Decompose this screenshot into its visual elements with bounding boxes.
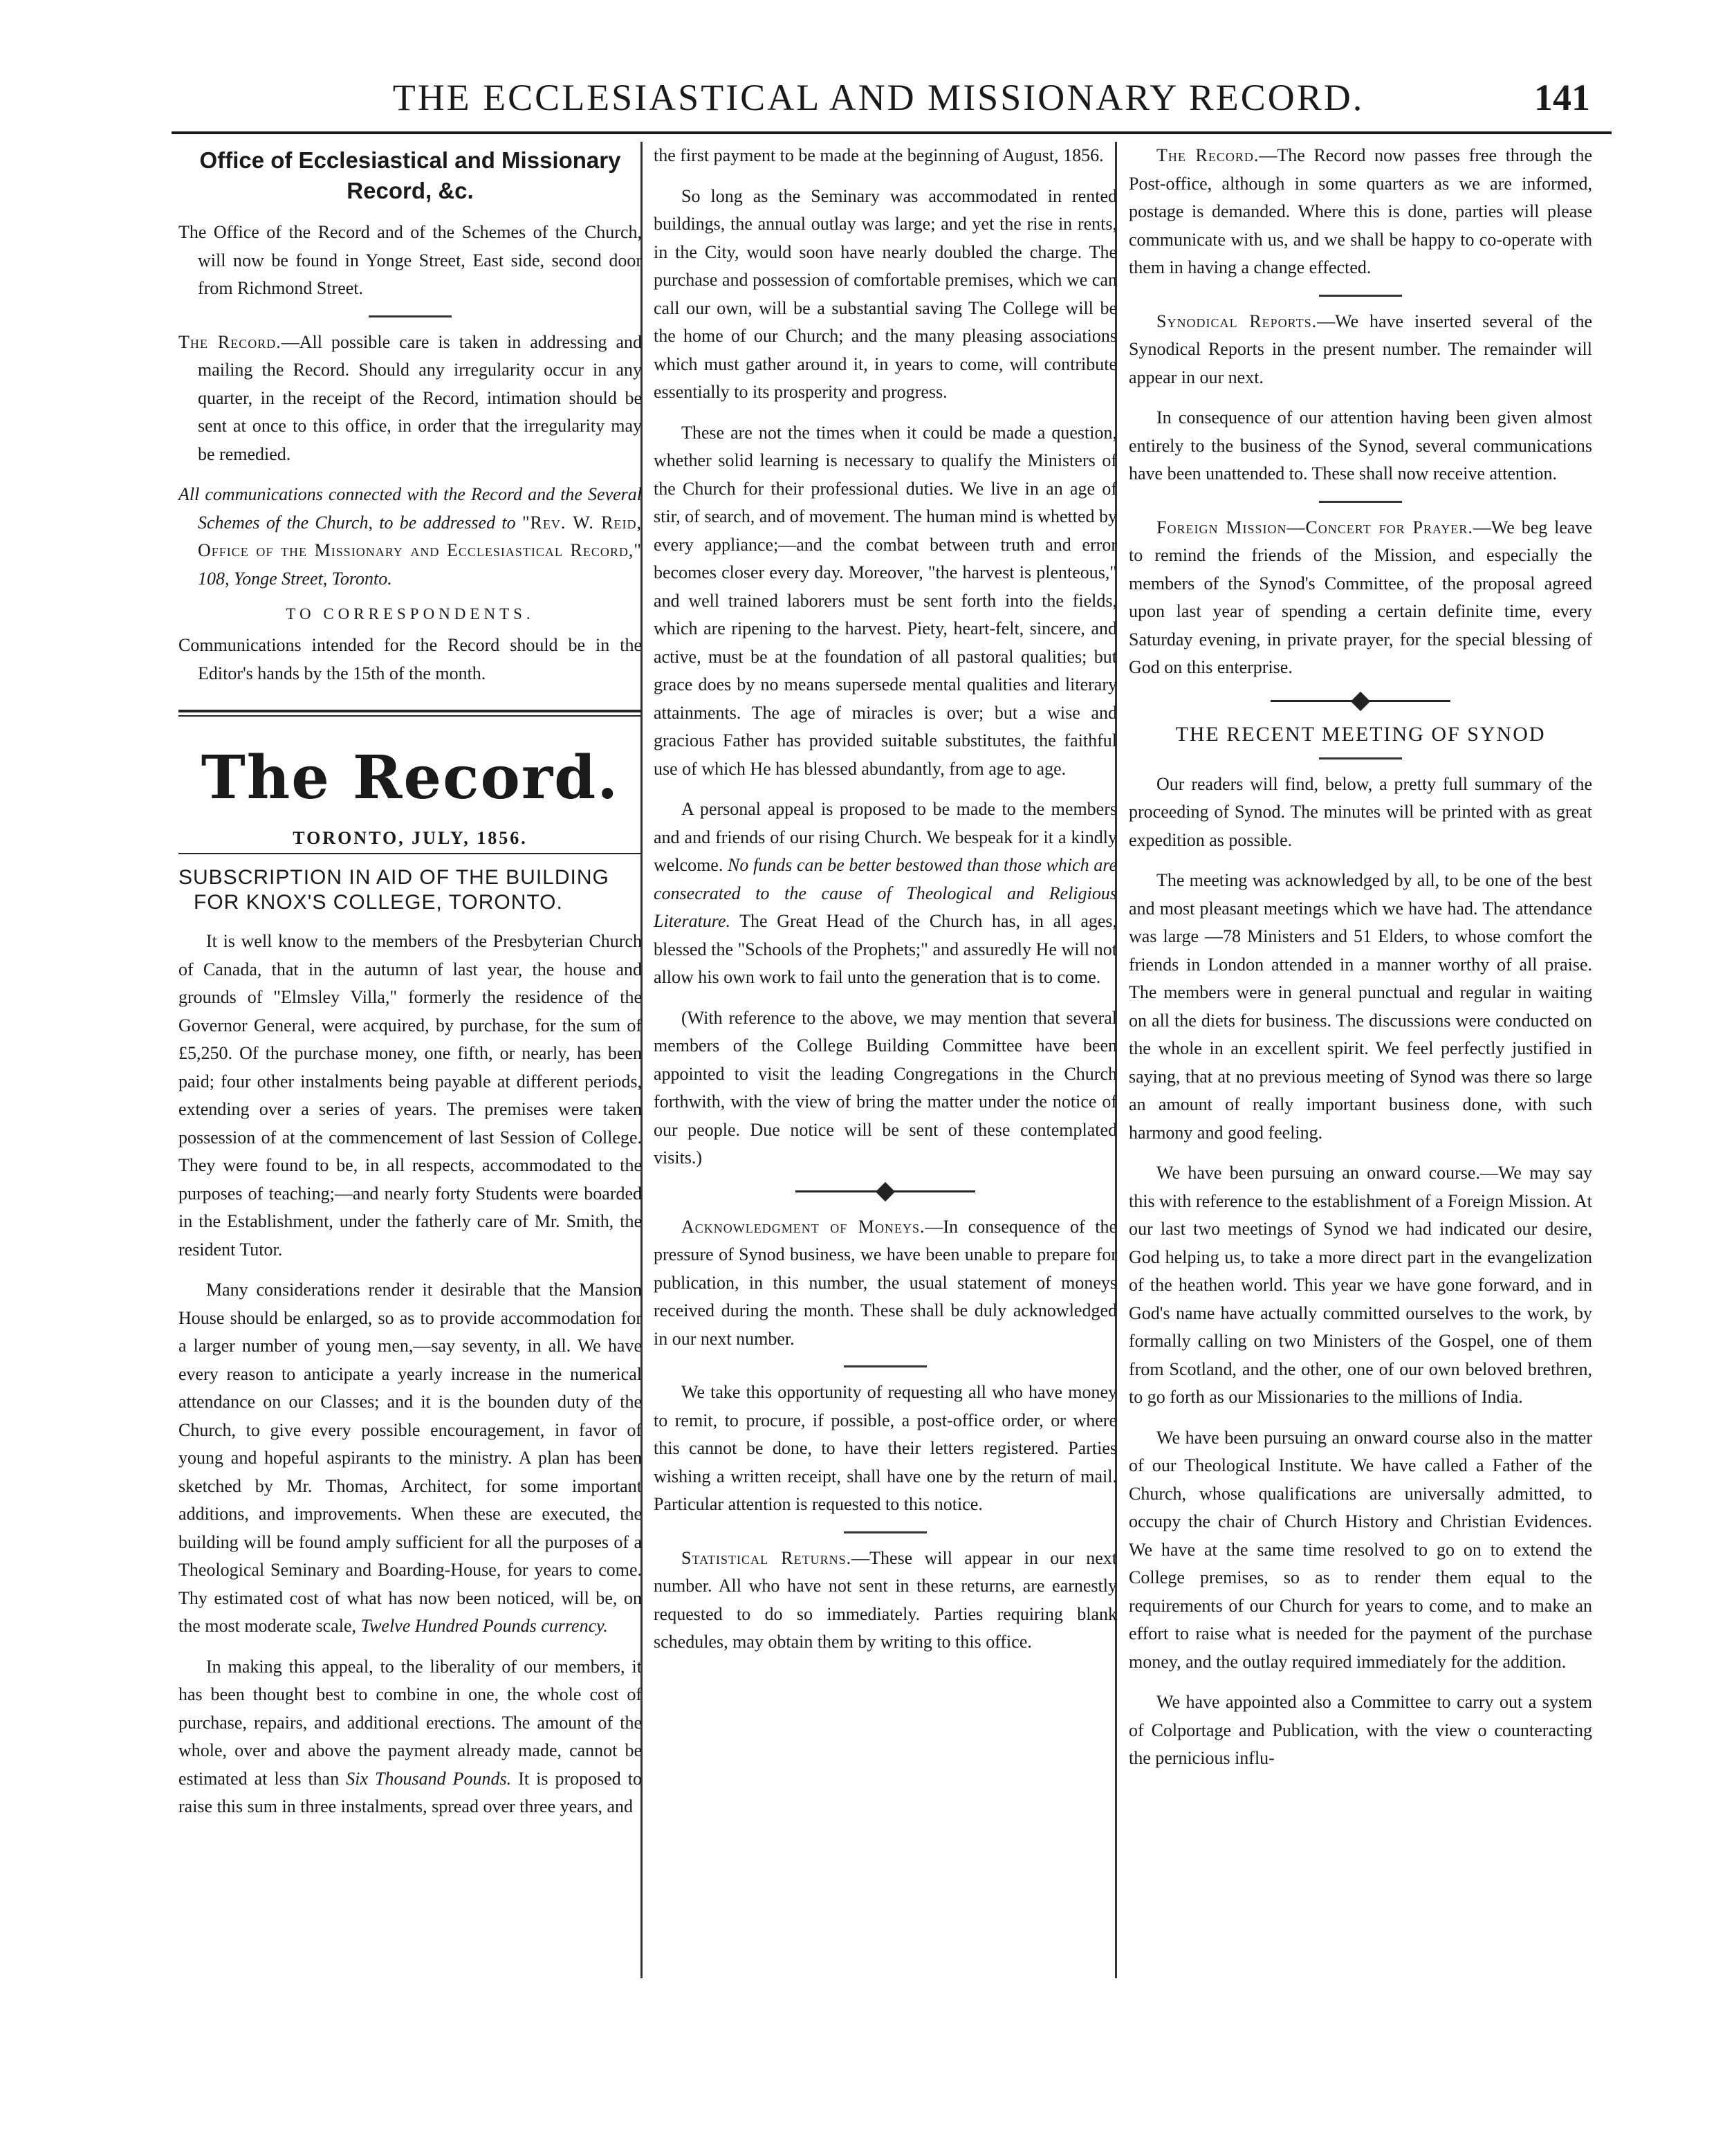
running-title: THE ECCLESIASTICAL AND MISSIONARY RECORD. <box>392 77 1365 118</box>
dateline: TORONTO, JULY, 1856. <box>293 828 528 848</box>
paragraph-text-end: It is proposed to raise this sum in three instalments, spread over three years, and <box>178 1768 643 1816</box>
article-paragraph: We have appointed also a Committee to carry out a system of Colportage and Publication, with the view o counteracting the pernicious influ- <box>1129 1692 1592 1768</box>
article-paragraph <box>654 795 1117 992</box>
record-care-label: The Record. <box>178 331 282 352</box>
divider <box>844 1531 927 1533</box>
record-postage-text: —The Record now passes free through the Post-office, although in some quarters as we are informed, postage is demanded. Where this is done, parties will please communicate with us, and we shall be happy to co-operate with them in having a change effected. <box>1129 145 1592 277</box>
article-paragraph: It is well know to the members of the Presbyterian Church of Canada, that in the autumn of last year, the house and grounds of "Elmsley Villa," formerly the residence of the Governor General, were acquired, by purchase, for the sum of £5,250. Of the purchase money, one fifth, or nearly, has been paid; four other instalments being payable at different periods, extending over a series of years. The premises were taken possession of at the commencement of last Session of College. They were found to be, in all respects, accommodated to the purposes of teaching;—and nearly forty Students were boarded in the Establishment, under the fatherly care of Mr. Smith, the resident Tutor. <box>178 931 642 1260</box>
masthead-title: The Record. <box>201 743 620 813</box>
paragraph-text-end: The Great Head of the Church has, in all ages, blessed the "Schools of the Prophets;" and assuredly He will not allow his own work to fail unto the generation that is to come. <box>654 911 1118 987</box>
foreign-mission-text: —We beg leave to remind the friends of the Mission, and especially the members of the Synod's Committee, of the proposal agreed upon last year of spending a certain definite time, every Saturday evening, in private prayer, for the special blessing of God on this enterprise. <box>1129 517 1593 677</box>
foreign-mission-notice <box>1129 514 1592 682</box>
paragraph-italic: Six Thousand Pounds. <box>346 1768 512 1789</box>
acknowledgment-notice <box>654 1213 1117 1354</box>
foreign-mission-label: Foreign Mission—Concert for Prayer. <box>1156 517 1473 537</box>
article-paragraph: The meeting was acknowledged by all, to be one of the best and most pleasant meetings which we have had. The attendance was large —78 Ministers and 51 Elders, to whose comfort the friends in London attended in a manner worthy of all praise. The members were in general punctual and regular in waiting on all the diets for business. The discussions were conducted on the whole in an excellent spirit. We feel perfectly justified in saying, that at no previous meeting of Synod was there so large an amount of really important business done, with such harmony and good feeling. <box>1129 870 1592 1143</box>
paragraph-text: A personal appeal is proposed to be made to the members and and friends of our rising Church. We bespeak for it a kindly welcome. <box>654 799 1117 875</box>
office-notice-text: The Office of the Record and of the Schemes of the Church, will now be found in Yonge Street, East side, second door from Richmond Street. <box>178 222 642 298</box>
paragraph-text: Many considerations render it desirable that the Mansion House should be enlarged, so as to provide accommodation for a larger number of young men,—say seventy, in all. We have every reason to anticipate a yearly increase in the numerical attendance on our Classes; and it is the bounden duty of the Church, to give every possible encouragement, in favor of young and hopeful aspirants to the ministry. A plan has been sketched by Mr. Thomas, Architect, for some important additions, and improvements. When these are executed, the building will be found amply sufficient for all the purposes of a Theological Seminary and Boarding-House, for years to come. Thy estimated cost of what has now been noticed, will be, on the most moderate scale, <box>178 1280 642 1636</box>
article-paragraph <box>178 1276 642 1641</box>
to-correspondents-heading: TO CORRESPONDENTS. <box>286 605 535 623</box>
page-number: 141 <box>1534 77 1590 118</box>
article-paragraph: the first payment to be made at the beginning of August, 1856. <box>654 145 1104 165</box>
ornament-divider <box>795 1190 975 1192</box>
record-care-notice <box>178 329 642 469</box>
divider <box>1319 501 1402 503</box>
diamond-ornament-icon <box>876 1181 895 1201</box>
article-paragraph: We have been pursuing an onward course also in the matter of our Theological Institute. We have called a Father of the Church, whose qualifications are universally admitted, to occupy the chair of Church History and Christian Evidences. We have at the same time resolved to go on to extend the College premises, so as to render them equal to the requirements of our Church for years to come, and to make an effort to raise what is needed for the payment of the purchase money, and the outlay required immediately for the addition. <box>1129 1427 1592 1672</box>
acknowledgment-label: Acknowledgment of Moneys. <box>681 1216 925 1237</box>
dateline-rule <box>178 853 642 854</box>
divider <box>1319 757 1402 759</box>
paragraph-italic: Twelve Hundred Pounds currency. <box>360 1616 608 1636</box>
communications-street: 108, Yonge Street, Toronto. <box>198 568 392 589</box>
synodical-reports-text: —We have inserted several of the Synodical Reports in the present number. The remainder will appear in our next. <box>1129 311 1592 387</box>
synodical-reports-label: Synodical Reports. <box>1156 311 1318 331</box>
article-paragraph: (With reference to the above, we may mention that several members of the College Building Committee have been appointed to visit the leading Congregations in the Church forthwith, with the view of bring the matter under the notice of our people. Due notice will be sent of these contemplated visits.) <box>654 1007 1117 1168</box>
remittance-notice: We take this opportunity of requesting all who have money to remit, to procure, if possible, a post-office order, or where this cannot be done, to have their letters registered. Parties wishing a written receipt, shall have one by the return of mail. Particular attention is requested to this notice. <box>654 1382 1117 1514</box>
synod-meeting-heading: THE RECENT MEETING OF SYNOD <box>1175 722 1546 746</box>
statistical-returns-text: —These will appear in our next number. All who have not sent in these returns, are earnestly requested to do so immediately. Parties requiring blank schedules, may obtain them by writing to this office. <box>654 1547 1117 1652</box>
communications-address: "Rev. W. Reid, Office of the Missionary and Ecclesiastical Record," <box>198 512 643 560</box>
communications-italic: All communications connected with the Record and the Several Schemes of the Church, to be addressed to <box>178 484 642 533</box>
masthead-rule <box>178 710 642 717</box>
column-2 <box>654 142 1117 1669</box>
divider <box>1319 295 1402 297</box>
record-postage-label: The Record. <box>1156 145 1260 165</box>
header-rule <box>172 131 1612 134</box>
article-paragraph: These are not the times when it could be made a question, whether solid learning is necessary to qualify the Ministers of the Church for their professional duties. We live in an age of stir, of search, and of movement. The human mind is whetted by every appliance;—and the combat between truth and error becomes closer every day. Moreover, "the harvest is plenteous," and well trained laborers must be sent forth into the fields, which are ripening to the harvest. Piety, heart-felt, sincere, and active, must be at the foundation of all pastoral qualities; but grace does by no means supersede mental qualities and literary attainments. The age of miracles is over; but a wise and gracious Father has provided suitable substitutes, the faithful use of which He has blessed abundantly, from age to age. <box>654 422 1117 779</box>
attention-notice: In consequence of our attention having been given almost entirely to the business of the Synod, several communications have been unattended to. These shall now receive attention. <box>1129 407 1592 483</box>
acknowledgment-text: —In consequence of the pressure of Synod business, we have been unable to prepare for publication, in this number, the usual statement of moneys received during the month. These shall be duly acknowledged in our next number. <box>654 1216 1117 1349</box>
divider <box>369 315 452 317</box>
article-paragraph: We have been pursuing an onward course.—We may say this with reference to the establishment of a Foreign Mission. At our last two meetings of Synod we had indicated our desire, God helping us, to take a more direct part in the evangelization of the heathen world. This year we have gone forward, and in God's name have actually committed ourselves to the work, by formally calling on two Ministers of the Gospel, one of them from Scotland, and the other, one of our own beloved brethren, to go forth as our Missionaries to the millions of India. <box>1129 1163 1592 1407</box>
communications-notice <box>178 481 642 593</box>
article-paragraph: So long as the Seminary was accommodated in rented buildings, the annual outlay was large; and yet the rise in rents, in the City, would soon have nearly doubled the charge. The purchase and possession of comfortable premises, which we can call our own, will be a substantial saving The College will be the home of our Church; and the many pleasing associations which must gather around it, in years to come, will contribute essentially to its prosperity and progress. <box>654 185 1117 402</box>
paragraph-italic: No funds can be better bestowed than those which are consecrated to the cause of Theological and Religious Literature. <box>654 855 1118 931</box>
synodical-reports-notice <box>1129 308 1592 392</box>
correspondents-notice: Communications intended for the Record should be in the Editor's hands by the 15th of the month. <box>178 635 642 683</box>
ornament-divider <box>1271 700 1450 702</box>
divider <box>844 1365 927 1367</box>
statistical-returns-label: Statistical Returns. <box>681 1547 852 1568</box>
column-3 <box>1129 142 1592 1785</box>
paragraph-text: In making this appeal, to the liberality of our members, it has been thought best to combine in one, the whole cost of purchase, repairs, and additional erections. The amount of the whole, over and above the payment already made, cannot be estimated at less than <box>178 1656 642 1789</box>
article-paragraph: Our readers will find, below, a pretty full summary of the proceeding of Synod. The minutes will be printed with as great expedition as possible. <box>1129 773 1592 850</box>
record-care-text: —All possible care is taken in addressing and mailing the Record. Should any irregularity occur in any quarter, in the receipt of the Record, intimation should be sent at once to this office, in order that the irregularity may be remedied. <box>198 331 642 464</box>
article-paragraph <box>178 1653 642 1821</box>
article-heading: SUBSCRIPTION IN AID OF THE BUILDING FOR KNOX'S COLLEGE, TORONTO. <box>178 866 609 914</box>
statistical-returns-notice <box>654 1545 1117 1657</box>
record-postage-notice <box>1129 142 1592 282</box>
column-1 <box>178 142 642 1834</box>
office-notice-title: Office of Ecclesiastical and Missionary Record, &c. <box>199 147 621 203</box>
diamond-ornament-icon <box>1351 691 1370 710</box>
